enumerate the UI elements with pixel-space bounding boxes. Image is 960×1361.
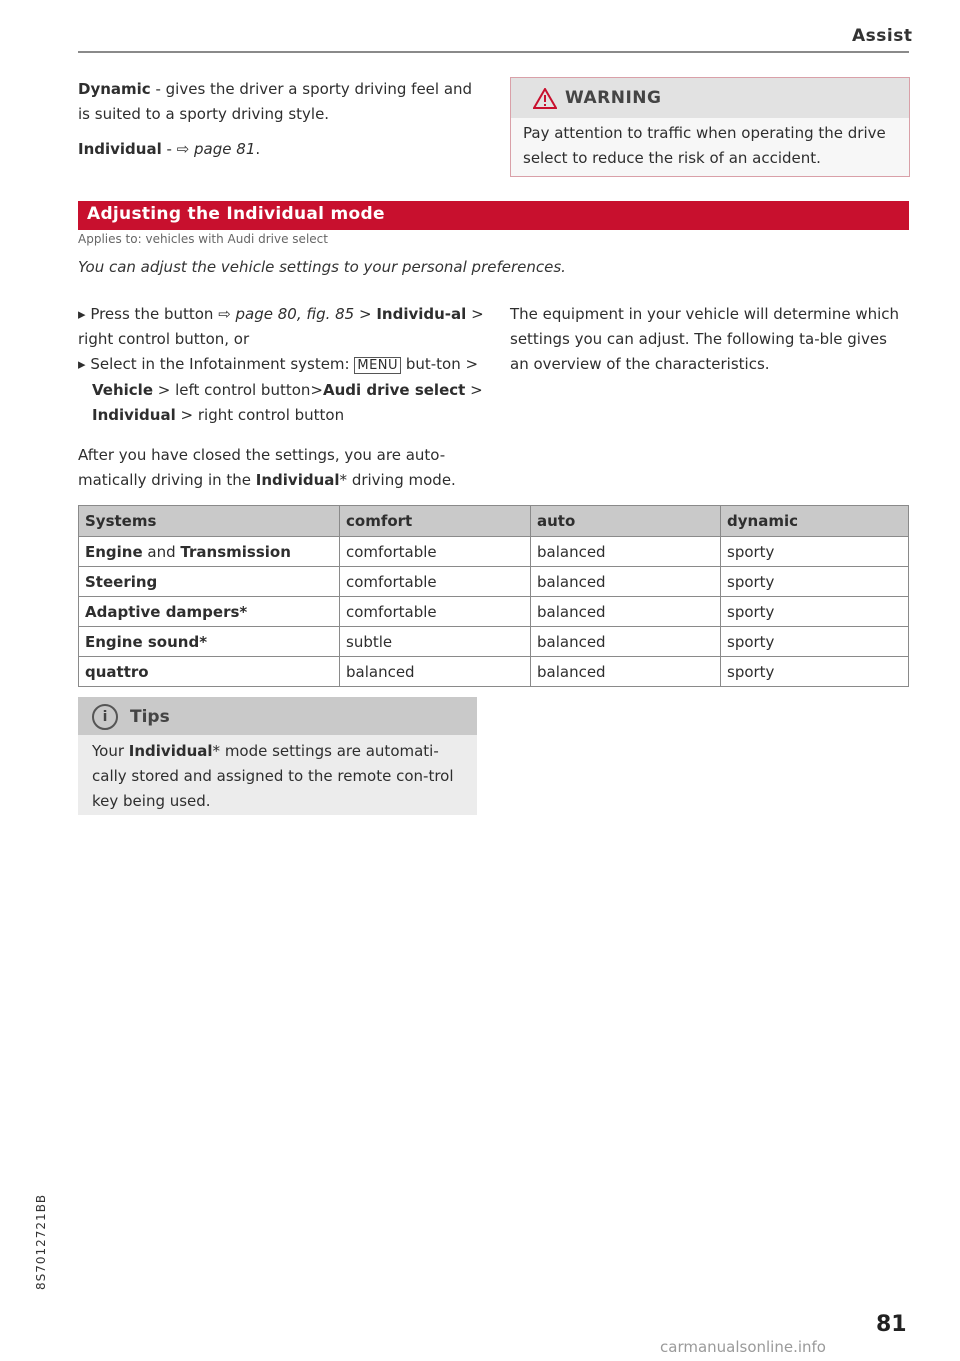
system-cell: [79, 597, 340, 627]
tips-box: [78, 697, 477, 815]
comfort-cell: comfortable: [340, 537, 531, 567]
dynamic-term: Dynamic: [78, 80, 151, 98]
tips-individual: Individual: [128, 742, 213, 760]
comfort-cell: subtle: [340, 627, 531, 657]
individual-sep: -: [161, 140, 177, 158]
bullet-arrow-icon: ▸: [78, 305, 91, 323]
table-row: [79, 657, 909, 687]
step-2-text-c: > left control button>: [153, 381, 323, 399]
instruction-steps: [78, 302, 488, 428]
after-settings-note: [78, 443, 488, 493]
tips-title: Tips: [130, 707, 170, 727]
auto-cell: balanced: [531, 657, 721, 687]
step-2: [78, 352, 488, 428]
after-individual: Individual: [255, 471, 340, 489]
auto-cell: balanced: [531, 597, 721, 627]
step-2-text: Select in the Infotainment system:: [90, 355, 355, 373]
individual-page-link[interactable]: ⇨ page 81: [176, 140, 256, 158]
system-cell: [79, 657, 340, 687]
section-header: Assist: [852, 26, 913, 46]
comfort-cell: comfortable: [340, 597, 531, 627]
tips-text-a: Your: [92, 742, 129, 760]
step-1-end: > right control button, or: [78, 305, 484, 348]
warning-title-bar: [511, 78, 909, 118]
step-1-individual: Individu-al: [376, 305, 467, 323]
warning-title: WARNING: [565, 88, 662, 108]
warning-box: [510, 77, 910, 177]
step-2-text-b: but-ton >: [401, 355, 479, 373]
dynamic-text: - gives the driver a sporty driving feel and is suited to a sporty driving style.: [78, 80, 473, 123]
individual-definition: [78, 137, 478, 162]
auto-cell: balanced: [531, 627, 721, 657]
step-1-sep: >: [354, 305, 377, 323]
tips-text-b: * mode settings are automati-cally stored and assigned to the remote con-trol key being used.: [92, 742, 454, 810]
col-dynamic: dynamic: [721, 506, 909, 537]
warning-triangle-icon: [533, 88, 557, 109]
table-row: [79, 627, 909, 657]
table-row: [79, 567, 909, 597]
section-title: Adjusting the Individual mode: [87, 204, 385, 224]
dynamic-cell: sporty: [721, 567, 909, 597]
page-number: 81: [876, 1312, 907, 1337]
step-2-individual: Individual: [92, 406, 176, 424]
col-systems: Systems: [79, 506, 340, 537]
dynamic-cell: sporty: [721, 657, 909, 687]
dynamic-cell: sporty: [721, 537, 909, 567]
info-icon: i: [92, 704, 118, 730]
dynamic-cell: sporty: [721, 597, 909, 627]
comfort-cell: comfortable: [340, 567, 531, 597]
warning-text: Pay attention to traffic when operating the drive select to reduce the risk of an accident.: [523, 124, 886, 167]
col-comfort: comfort: [340, 506, 531, 537]
after-text: After you have closed the settings, you are auto-matically driving in the: [78, 446, 446, 489]
step-1-text: Press the button: [90, 305, 219, 323]
dynamic-definition: [78, 77, 478, 127]
step-1: [78, 302, 488, 352]
individual-end: .: [255, 140, 261, 158]
watermark: carmanualsonline.info: [660, 1338, 826, 1356]
individual-term: Individual: [78, 140, 162, 158]
step-2-text-d: >: [465, 381, 483, 399]
table-header-row: [79, 506, 909, 537]
tips-text: [92, 739, 467, 814]
section-banner: [78, 201, 909, 230]
auto-cell: balanced: [531, 537, 721, 567]
step-2-end: > right control button: [175, 406, 345, 424]
system-name: quattro: [85, 662, 149, 681]
system-cell: [79, 537, 340, 567]
dynamic-cell: sporty: [721, 627, 909, 657]
system-joiner: and: [142, 542, 181, 561]
after-end: * driving mode.: [339, 471, 456, 489]
bullet-arrow-icon: ▸: [78, 355, 91, 373]
system-name: Adaptive dampers*: [85, 602, 248, 621]
table-row: [79, 597, 909, 627]
comfort-cell: balanced: [340, 657, 531, 687]
drive-modes-table: [78, 505, 909, 687]
section-intro: You can adjust the vehicle settings to your personal preferences.: [78, 258, 566, 276]
system-name: Engine sound*: [85, 632, 208, 651]
col-auto: auto: [531, 506, 721, 537]
step-2-vehicle: Vehicle: [92, 381, 153, 399]
system-name: Steering: [85, 572, 158, 591]
step-2-audi-drive-select: Audi drive select: [322, 381, 466, 399]
header-rule: [78, 51, 909, 53]
equipment-note: The equipment in your vehicle will determine which settings you can adjust. The following ta-ble gives an overview of the characteristics.: [510, 305, 900, 373]
applies-to: Applies to: vehicles with Audi drive select: [78, 232, 328, 246]
document-code: 8S7012721BB: [34, 1193, 48, 1290]
system-cell: [79, 627, 340, 657]
table-row: [79, 537, 909, 567]
system-name-2: Transmission: [180, 542, 291, 561]
step-1-page-link[interactable]: ⇨ page 80, fig. 85: [218, 305, 355, 323]
menu-key: MENU: [354, 357, 401, 374]
system-name: Engine: [85, 542, 143, 561]
tips-title-bar: [78, 697, 477, 735]
system-cell: [79, 567, 340, 597]
auto-cell: balanced: [531, 567, 721, 597]
